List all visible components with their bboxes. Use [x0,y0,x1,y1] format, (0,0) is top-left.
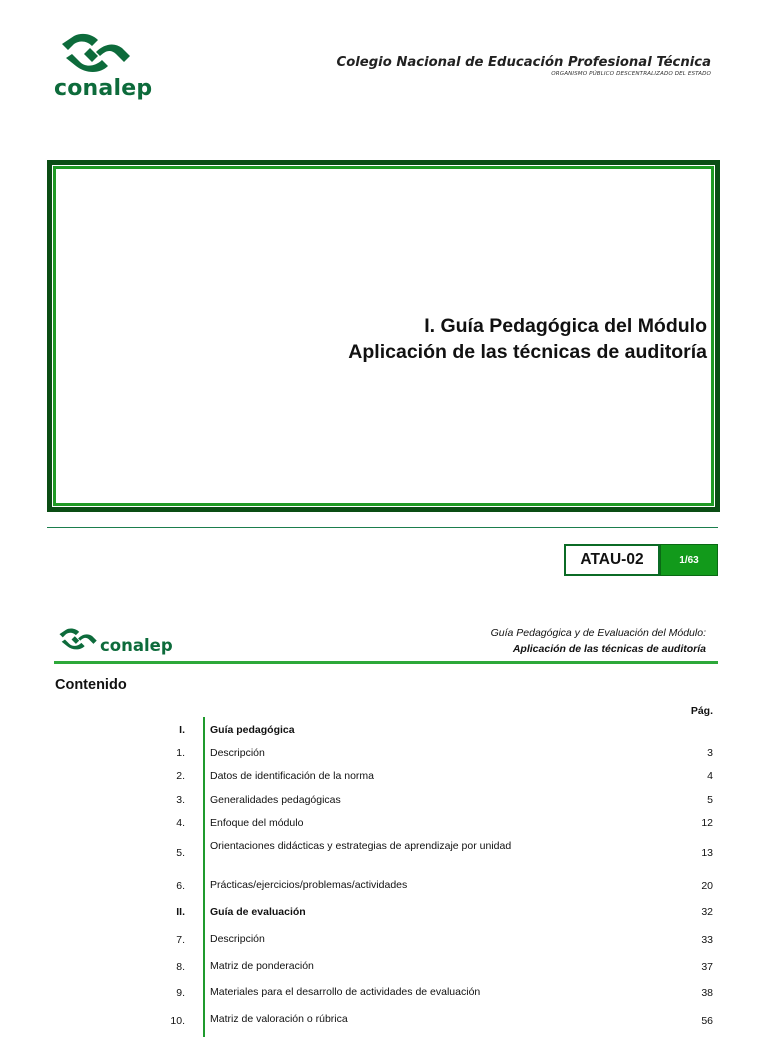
toc-number: 4. [176,817,185,829]
cover-box [47,160,720,512]
header-rule [54,661,718,664]
toc-page-number: 13 [701,847,713,859]
toc-number: 10. [170,1015,185,1027]
institution-subtitle: ORGANISMO PÚBLICO DESCENTRALIZADO DEL ESTADO [551,71,711,77]
conalep-logo-icon [52,32,136,74]
logo-wordmark: conalep [54,76,153,101]
toc-number: II. [176,906,185,918]
institution-name: Colegio Nacional de Educación Profesional Técnica [336,55,711,70]
toc-title: Materiales para el desarrollo de actividades de evaluación [210,986,481,998]
toc-title: Orientaciones didácticas y estrategias de aprendizaje por unidad [210,840,512,852]
toc-page-number: 4 [707,770,713,782]
toc-page-number: 3 [707,747,713,759]
toc-page-number: 20 [701,880,713,892]
toc-page-number: 37 [701,961,713,973]
toc-title: Datos de identificación de la norma [210,770,375,782]
toc-vertical-rule [203,717,205,1037]
conalep-logo-small-icon [54,624,100,654]
toc-page-number: 12 [701,817,713,829]
toc-title: Guía pedagógica [210,724,295,736]
toc-page-number: 32 [701,906,713,918]
guide-header-line2: Aplicación de las técnicas de auditoría [512,643,706,655]
toc-title: Matriz de ponderación [210,960,314,972]
cover-title-line1: I. Guía Pedagógica del Módulo [424,315,707,337]
toc-title: Enfoque del módulo [210,817,304,829]
page-counter: 1/63 [660,544,718,576]
toc-number: I. [179,724,185,736]
guide-header-line1: Guía Pedagógica y de Evaluación del Módulo: [490,627,706,639]
cover-title [348,313,707,365]
toc-number: 9. [176,987,185,999]
institution-block [337,55,711,77]
toc-page-number: 56 [701,1015,713,1027]
divider-line [47,527,718,528]
toc-title: Matriz de valoración o rúbrica [210,1013,348,1025]
toc-title: Guía de evaluación [210,906,306,918]
conalep-logo [52,32,162,104]
cover-title-line2: Aplicación de las técnicas de auditoría [348,341,707,363]
logo-small-wordmark: conalep [100,636,173,655]
toc-title: Generalidades pedagógicas [210,794,341,806]
toc-number: 5. [176,847,185,859]
guide-header [491,625,706,657]
toc-number: 6. [176,880,185,892]
toc-page-number: 5 [707,794,713,806]
toc-title: Descripción [210,747,265,759]
toc-number: 7. [176,934,185,946]
document-code: ATAU-02 [564,544,660,576]
toc-page-number: 33 [701,934,713,946]
conalep-logo-small [54,624,184,658]
document-code-box [564,544,718,576]
toc-number: 3. [176,794,185,806]
toc-number: 1. [176,747,185,759]
toc-title: Descripción [210,933,265,945]
page-column-label: Pág. [690,705,713,717]
toc-number: 8. [176,961,185,973]
toc-page-number: 38 [701,987,713,999]
contents-heading: Contenido [55,677,127,693]
toc-title: Prácticas/ejercicios/problemas/actividades [210,879,408,891]
toc-number: 2. [176,770,185,782]
